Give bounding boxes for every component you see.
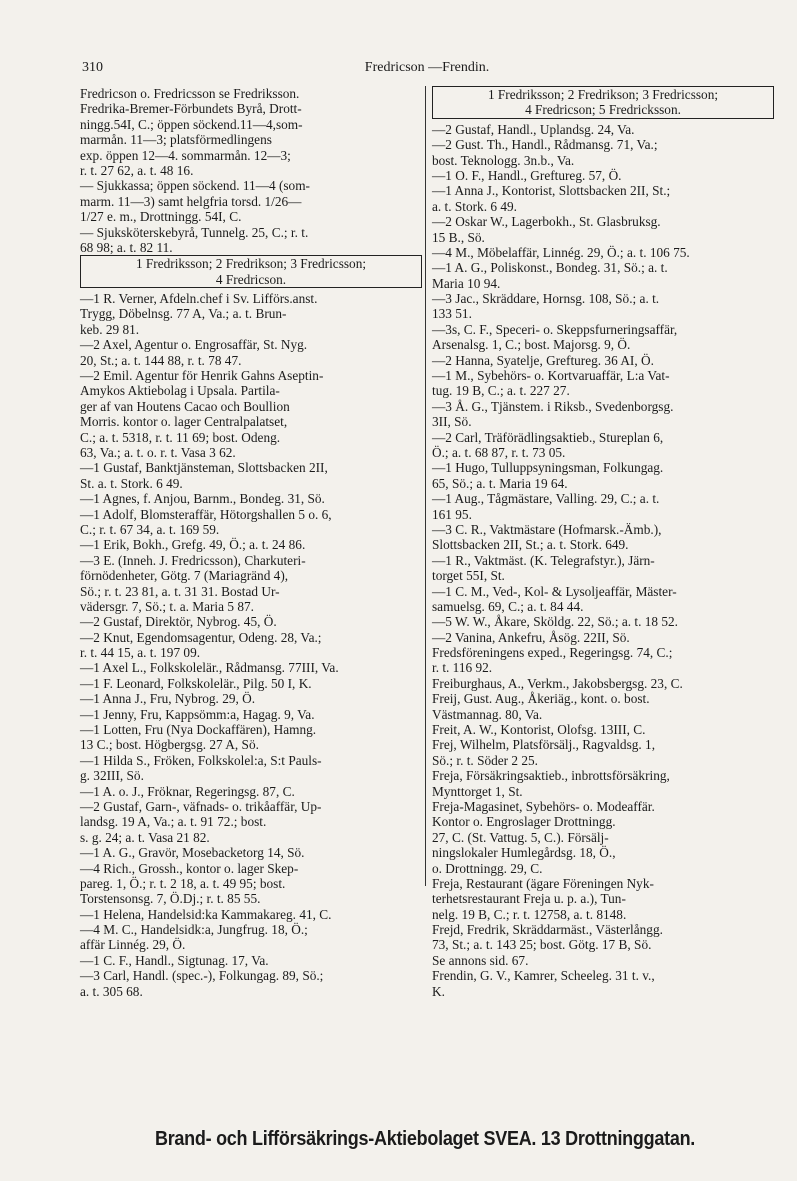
directory-entry-line: terhetsrestaurant Freja u. p. a.), Tun- <box>432 891 626 907</box>
directory-entry-line: Ö.; a. t. 68 87, r. t. 73 05. <box>432 444 566 460</box>
directory-entry-line: —1 C. M., Ved-, Kol- & Lysoljeaffär, Mäster- <box>432 583 677 599</box>
directory-entry-line: —3 E. (Inneh. J. Fredricsson), Charkuteri- <box>80 552 306 568</box>
directory-entry-line: ger af van Houtens Cacao och Boullion <box>80 398 290 414</box>
directory-entry-line: —1 Helena, Handelsid:ka Kammakareg. 41, C. <box>80 906 332 922</box>
directory-entry-line: —4 Rich., Grossh., kontor o. lager Skep- <box>80 860 299 876</box>
directory-entry-line: —1 Jenny, Fru, Kappsömm:a, Hagag. 9, Va. <box>80 706 315 722</box>
directory-entry-line: —2 Knut, Egendomsagentur, Odeng. 28, Va.; <box>80 629 322 645</box>
directory-entry-line: Se annons sid. 67. <box>432 952 529 968</box>
directory-entry-line: Freja-Magasinet, Sybehörs- o. Modeaffär. <box>432 798 655 814</box>
directory-entry-line: —2 Vanina, Ankefru, Åsög. 22II, Sö. <box>432 629 630 645</box>
directory-entry-line: —4 M., Möbelaffär, Linnég. 29, Ö.; a. t. 106 75. <box>432 244 690 260</box>
directory-entry-line: —2 Gustaf, Garn-, väfnads- o. trikåaffär, Up- <box>80 798 322 814</box>
directory-entry-line: Kontor o. Engroslager Drottningg. <box>432 814 616 830</box>
running-title: Fredricson —Frendin. <box>364 60 490 75</box>
directory-entry-line: o. Drottningg. 29, C. <box>432 860 543 876</box>
directory-entry-line: marm. 11—3) samt helgfria torsd. 1/26— <box>80 193 302 209</box>
directory-entry-line: Frejd, Fredrik, Skräddarmäst., Västerlångg. <box>432 922 663 938</box>
directory-entry-line: —4 M. C., Handelsidk:a, Jungfrug. 18, Ö.; <box>80 922 308 938</box>
surname-variants-box <box>80 255 422 288</box>
directory-entry-line: samuelsg. 69, C.; a. t. 84 44. <box>432 598 584 614</box>
directory-entry-line: nelg. 19 B, C.; r. t. 12758, a. t. 8148. <box>432 906 627 922</box>
directory-entry-line: —1 Adolf, Blomsteraffär, Hötorgshallen 5 o. 6, <box>80 506 332 522</box>
directory-entry-line: affär Linnég. 29, Ö. <box>80 937 186 953</box>
directory-entry-line: —3 Carl, Handl. (spec.-), Folkungag. 89, Sö.; <box>80 968 324 984</box>
directory-entry-line: 161 95. <box>432 506 472 522</box>
directory-entry-line: —1 F. Leonard, Folkskolelär., Pilg. 50 I, K. <box>80 675 312 691</box>
directory-entry-line: Fredricson o. Fredricsson se Fredriksson. <box>80 86 300 101</box>
surname-variants-line: 4 Fredricson; 5 Fredricksson. <box>525 102 681 118</box>
directory-entry-line: Västmannag. 80, Va. <box>432 706 543 722</box>
directory-entry-line: —1 R. Verner, Afdeln.chef i Sv. Lifförs.anst. <box>80 291 318 307</box>
directory-entry-line: —1 C. F., Handl., Sigtunag. 17, Va. <box>80 952 269 968</box>
directory-entry-line: Torstensonsg. 7, Ö.Dj.; r. t. 85 55. <box>80 891 261 907</box>
directory-entry-line: Sö.; r. t. 23 81, a. t. 31 31. Bostad Ur- <box>80 583 280 599</box>
directory-entry-line: —1 A. o. J., Fröknar, Regeringsg. 87, C. <box>80 783 295 799</box>
directory-entry-line: Sö.; r. t. Söder 2 25. <box>432 752 539 768</box>
directory-entry-line: 15 B., Sö. <box>432 229 485 245</box>
directory-entry-line: 133 51. <box>432 306 472 322</box>
directory-entry-line: Fredrika-Bremer-Förbundets Byrå, Drott- <box>80 101 302 117</box>
directory-entry-line: ningg.54I, C.; öppen söckend.11—4,som- <box>80 116 303 132</box>
directory-entry-line: Freja, Restaurant (ägare Föreningen Nyk- <box>432 875 654 891</box>
directory-entry-line: —3s, C. F., Speceri- o. Skeppsfurneringsaffär, <box>432 321 678 337</box>
directory-entry-line: —3 Å. G., Tjänstem. i Riksb., Svedenborgsg. <box>432 398 674 414</box>
directory-entry-line: landsg. 19 A, Va.; a. t. 91 72.; bost. <box>80 814 267 830</box>
directory-entry-line: —1 Gustaf, Banktjänsteman, Slottsbacken 2II, <box>80 460 328 476</box>
directory-entry-line: 3II, Sö. <box>432 414 472 430</box>
directory-entry-line: Morris. kontor o. lager Centralpalatset, <box>80 414 288 430</box>
directory-entry-line: —2 Axel, Agentur o. Engrosaffär, St. Nyg. <box>80 337 308 353</box>
directory-entry-line: —2 Gust. Th., Handl., Rådmansg. 71, Va.; <box>432 137 658 153</box>
directory-entry-line: —1 A. G., Gravör, Mosebacketorg 14, Sö. <box>80 845 305 861</box>
page-number: 310 <box>82 60 103 75</box>
directory-entry-line: r. t. 116 92. <box>432 660 493 676</box>
directory-entry-line: —2 Hanna, Syatelje, Greftureg. 36 AI, Ö. <box>432 352 654 368</box>
directory-entry-line: —2 Oskar W., Lagerbokh., St. Glasbruksg. <box>432 214 661 230</box>
directory-entry-line: —1 Aug., Tågmästare, Valling. 29, C.; a. t. <box>432 491 660 507</box>
directory-entry-line: 63, Va.; a. t. o. r. t. Vasa 3 62. <box>80 444 236 460</box>
directory-entry-line: a. t. Stork. 6 49. <box>432 198 517 214</box>
directory-entry-line: — Sjukkassa; öppen söckend. 11—4 (som- <box>80 178 310 194</box>
directory-entry-line: Slottsbacken 2II, St.; a. t. Stork. 649. <box>432 537 629 553</box>
directory-entry-line: Freij, Gust. Aug., Åkeriäg., kont. o. bost. <box>432 691 650 707</box>
directory-entry-line: —2 Gustaf, Handl., Uplandsg. 24, Va. <box>432 121 635 137</box>
directory-entry-line: 65, Sö.; a. t. Maria 19 64. <box>432 475 568 491</box>
directory-entry-line: —1 Hugo, Tulluppsyningsman, Folkungag. <box>432 460 664 476</box>
directory-entry-line: 13 C.; bost. Högbergsg. 27 A, Sö. <box>80 737 259 753</box>
directory-entry-line: 20, St.; a. t. 144 88, r. t. 78 47. <box>80 352 242 368</box>
directory-entry-line: Freja, Försäkringsaktieb., inbrottsförsäkring, <box>432 768 670 784</box>
directory-entry-line: förnödenheter, Götg. 7 (Mariagränd 4), <box>80 568 289 584</box>
surname-variants-line: 1 Fredriksson; 2 Fredrikson; 3 Fredricsson; <box>135 256 367 272</box>
right-column <box>432 86 774 999</box>
directory-entry-line: Fredsföreningens exped., Regeringsg. 74, C.; <box>432 645 673 661</box>
left-column <box>80 86 422 999</box>
directory-entry-line: St. a. t. Stork. 6 49. <box>80 475 183 491</box>
directory-entry-line: Freit, A. W., Kontorist, Olofsg. 13III, C. <box>432 722 646 738</box>
directory-entry-line: —1 O. F., Handl., Greftureg. 57, Ö. <box>432 167 622 183</box>
directory-entry-line: —2 Gustaf, Direktör, Nybrog. 45, Ö. <box>80 614 277 630</box>
directory-entry-line: marmån. 11—3; platsförmedlingens <box>80 132 272 148</box>
directory-entry-line: Frendin, G. V., Kamrer, Scheeleg. 31 t. v., <box>432 968 655 984</box>
directory-entry-line: keb. 29 81. <box>80 321 140 337</box>
directory-entry-line: —1 Lotten, Fru (Nya Dockaffären), Hamng. <box>80 722 317 738</box>
directory-entry-line: —2 Carl, Träförädlingsaktieb., Stureplan 6, <box>432 429 664 445</box>
directory-entry-line: r. t. 44 15, a. t. 197 09. <box>80 645 201 661</box>
directory-entry-line: —1 Anna J., Kontorist, Slottsbacken 2II, St.; <box>432 183 671 199</box>
directory-entry-line: a. t. 305 68. <box>80 983 143 999</box>
directory-entry-line: — Sjuksköterskebyrå, Tunnelg. 25, C.; r. t. <box>80 224 309 240</box>
directory-entry-line: Amykos Aktiebolag i Upsala. Partila- <box>80 383 280 399</box>
directory-entry-line: —3 Jac., Skräddare, Hornsg. 108, Sö.; a. t. <box>432 291 660 307</box>
directory-entry-line: —1 R., Vaktmäst. (K. Telegrafstyr.), Järn- <box>432 552 655 568</box>
column-divider <box>425 86 426 886</box>
directory-entry-line: C.; r. t. 67 34, a. t. 169 59. <box>80 521 220 537</box>
directory-entry-line: torget 55I, St. <box>432 568 505 584</box>
directory-entry-line: vädersgr. 7, Sö.; t. a. Maria 5 87. <box>80 598 254 614</box>
directory-entry-line: exp. öppen 12—4. sommarmån. 12—3; <box>80 147 291 163</box>
directory-entry-line: —1 M., Sybehörs- o. Kortvaruaffär, L:a Vat- <box>432 368 670 384</box>
directory-entry-line: —1 Anna J., Fru, Nybrog. 29, Ö. <box>80 691 256 707</box>
directory-entry-line: —2 Emil. Agentur för Henrik Gahns Aseptin- <box>80 368 324 384</box>
directory-entry-line: —1 A. G., Poliskonst., Bondeg. 31, Sö.; a. t. <box>432 260 668 276</box>
directory-entry-line: Maria 10 94. <box>432 275 501 291</box>
directory-entry-line: —3 C. R., Vaktmästare (Hofmarsk.-Ämb.), <box>432 521 662 537</box>
directory-entry-line: K. <box>432 983 445 999</box>
directory-entry-line: —1 Axel L., Folkskolelär., Rådmansg. 77III, Va. <box>80 660 339 676</box>
directory-entry-line: 68 98; a. t. 82 11. <box>80 239 173 255</box>
directory-entry-line: s. g. 24; a. t. Vasa 21 82. <box>80 829 210 845</box>
directory-entry-line: r. t. 27 62, a. t. 48 16. <box>80 162 194 178</box>
directory-entry-line: tug. 19 B, C.; a. t. 227 27. <box>432 383 570 399</box>
surname-variants-line: 4 Fredricson. <box>215 271 287 287</box>
directory-entry-line: C.; a. t. 5318, r. t. 11 69; bost. Odeng. <box>80 429 281 445</box>
surname-variants-line: 1 Fredriksson; 2 Fredrikson; 3 Fredricsson; <box>487 87 719 102</box>
directory-entry-line: 73, St.; a. t. 143 25; bost. Götg. 17 B, Sö. <box>432 937 652 953</box>
directory-entry-line: —1 Agnes, f. Anjou, Barnm., Bondeg. 31, Sö. <box>80 491 325 507</box>
advertisement-footer: Brand- och Lifförsäkrings-Aktiebolaget SVEA. 13 Drottninggatan. <box>154 1128 696 1150</box>
directory-entry-line: g. 32III, Sö. <box>80 768 144 784</box>
directory-entry-line: 1/27 e. m., Drottningg. 54I, C. <box>80 209 242 225</box>
directory-entry-line: ningslokaler Humlegårdsg. 18, Ö., <box>432 845 616 861</box>
page-header <box>82 60 772 80</box>
directory-entry-line: Freiburghaus, A., Verkm., Jakobsbergsg. 23, C. <box>432 675 683 691</box>
directory-entry-line: bost. Teknologg. 3n.b., Va. <box>432 152 575 168</box>
directory-entry-line: 27, C. (St. Vattug. 5, C.). Försälj- <box>432 829 609 845</box>
directory-entry-line: Arsenalsg. 1, C.; bost. Majorsg. 9, Ö. <box>432 337 631 353</box>
directory-entry-line: —1 Erik, Bokh., Grefg. 49, Ö.; a. t. 24 86. <box>80 537 306 553</box>
directory-entry-line: Trygg, Döbelnsg. 77 A, Va.; a. t. Brun- <box>80 306 287 322</box>
directory-entry-line: —5 W. W., Åkare, Sköldg. 22, Sö.; a. t. 18 52. <box>432 614 678 630</box>
directory-entry-line: Frej, Wilhelm, Platsförsälj., Ragvaldsg. 1, <box>432 737 656 753</box>
directory-entry-line: —1 Hilda S., Fröken, Folkskolel:a, S:t Pauls- <box>80 752 322 768</box>
surname-variants-box <box>432 86 774 119</box>
directory-entry-line: pareg. 1, Ö.; r. t. 2 18, a. t. 49 95; bost. <box>80 875 286 891</box>
directory-entry-line: Mynttorget 1, St. <box>432 783 523 799</box>
